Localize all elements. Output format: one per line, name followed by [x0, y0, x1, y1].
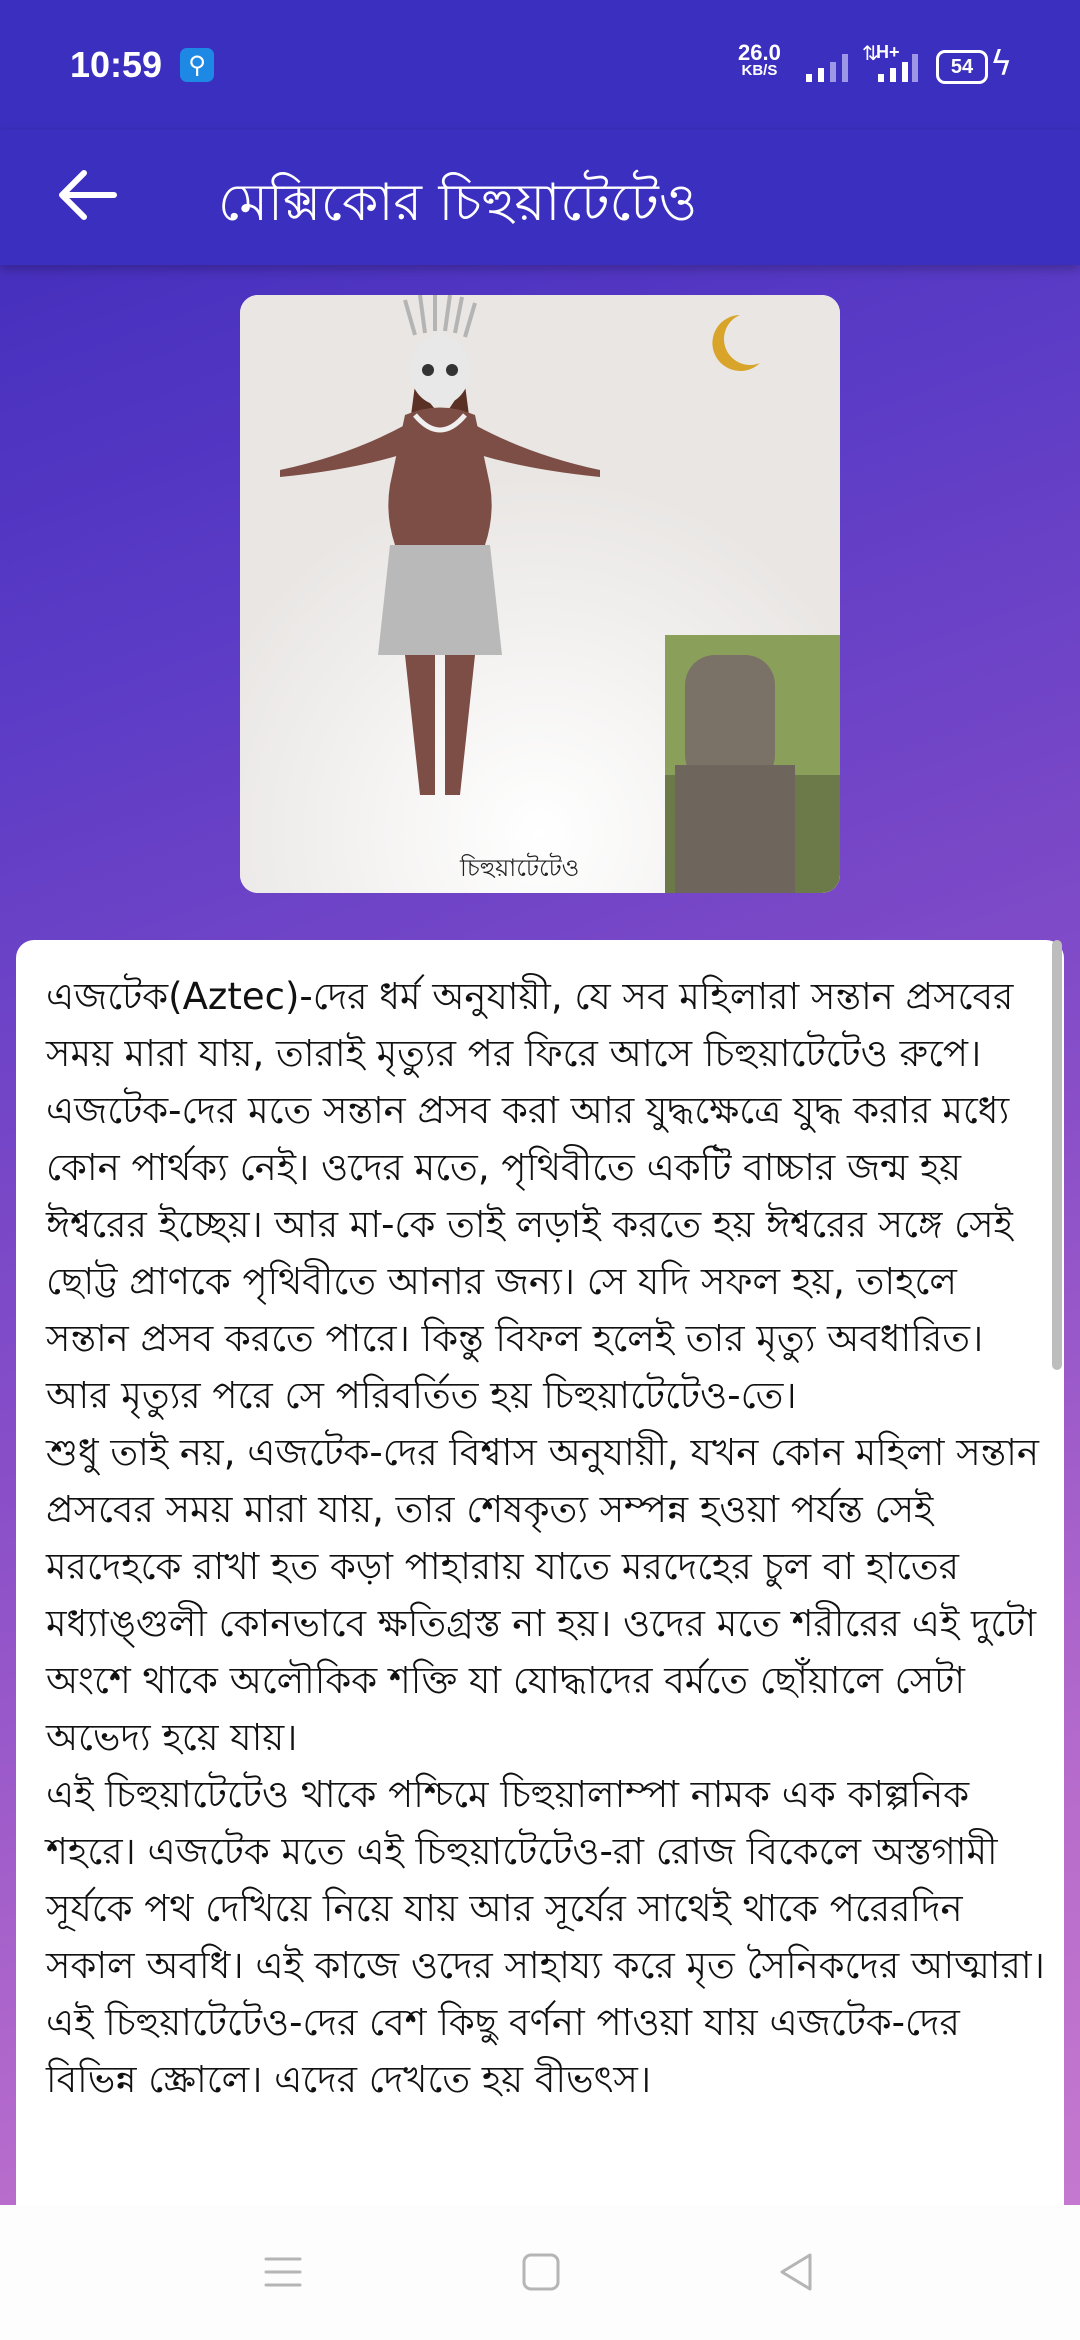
image-caption: চিহুয়াটেটেও — [460, 854, 580, 882]
page-title: মেক্সিকোর চিহুয়াটেটেও — [218, 173, 698, 233]
status-bar — [0, 0, 1080, 130]
article-image — [240, 295, 840, 893]
signal-strength-icon-2 — [876, 50, 920, 84]
network-type: H+ — [876, 42, 900, 62]
charging-icon: ϟ — [990, 44, 1013, 84]
usb-icon: ⚲ — [180, 48, 214, 82]
signal-strength-icon — [804, 50, 854, 84]
app-bar — [0, 130, 1080, 265]
clock: 10:59 — [70, 44, 163, 85]
back-triangle-icon[interactable] — [772, 2247, 822, 2297]
network-speed — [738, 40, 781, 80]
network-speed-value: 26.0 — [738, 40, 781, 65]
data-arrows-icon: ⇅ — [862, 41, 879, 65]
menu-icon[interactable] — [258, 2247, 308, 2297]
navigation-bar — [0, 2205, 1080, 2340]
scrollbar[interactable] — [1052, 940, 1062, 1370]
article-card[interactable] — [16, 940, 1064, 2340]
arrow-left-icon[interactable] — [48, 155, 128, 235]
article-body: এজটেক(Aztec)-দের ধর্ম অনুযায়ী, যে সব মহিলারা সন্তান প্রসবের সময় মারা যায়, তারাই মৃত্যুর পর ফিরে আসে চিহুয়াটেটেও রুপে। এজটেক-দের মতে সন্তান প্রসব করা আর যুদ্ধক্ষেত্রে যুদ্ধ করার মধ্যে কোন পার্থক্য নেই। ওদের মতে, পৃথিবীতে একটি বাচ্চার জন্ম হয় ঈশ্বরের ইচ্ছেয়। আর মা-কে তাই লড়াই করতে হয় ঈশ্বরের সঙ্গে সেই ছোট্ট প্রাণকে পৃথিবীতে আনার জন্য। সে যদি সফল হয়, তাহলে সন্তান প্রসব করতে পারে। কিন্তু বিফল হলেই তার মৃত্যু অবধারিত। আর মৃত্যুর পরে সে পরিবর্তিত হয় চিহুয়াটেটেও-তে। শুধু তাই নয়, এজটেক-দের বিশ্বাস অনুযায়ী, যখন কোন মহিলা সন্তান প্রসবের সময় মারা যায়, তার শেষকৃত্য সম্পন্ন হওয়া পর্যন্ত সেই মরদেহকে রাখা হত কড়া পাহারায় যাতে মরদেহের চুল বা হাতের মধ্যাঙ্গুলী কোনভাবে ক্ষতিগ্রস্ত না হয়। ওদের মতে শরীরের এই দুটো অংশে থাকে অলৌকিক শক্তি যা যোদ্ধাদের বর্মতে ছোঁয়ালে সেটা অভেদ্য হয়ে যায়। এই চিহুয়াটেটেও থাকে পশ্চিমে চিহুয়ালাম্পা নামক এক কাল্পনিক শহরে। এজটেক মতে এই চিহুয়াটেটেও-রা রোজ বিকেলে অস্তগামী সূর্যকে পথ দেখিয়ে নিয়ে যায় আর সূর্যের সাথেই থাকে পরেরদিন সকাল অবধি। এই কাজে ওদের সাহায্য করে মৃত সৈনিকদের আত্মারা। এই চিহুয়াটেটেও-দের বেশ কিছু বর্ণনা পাওয়া যায় এজটেক-দের বিভিন্ন স্ক্রোলে। এদের দেখতে হয় বীভৎস। — [46, 975, 1045, 2101]
home-square-icon[interactable] — [516, 2247, 566, 2297]
network-speed-unit: KB/S — [741, 62, 778, 79]
chihuateteo-illustration — [240, 295, 840, 893]
battery-icon: 54 — [936, 50, 988, 84]
